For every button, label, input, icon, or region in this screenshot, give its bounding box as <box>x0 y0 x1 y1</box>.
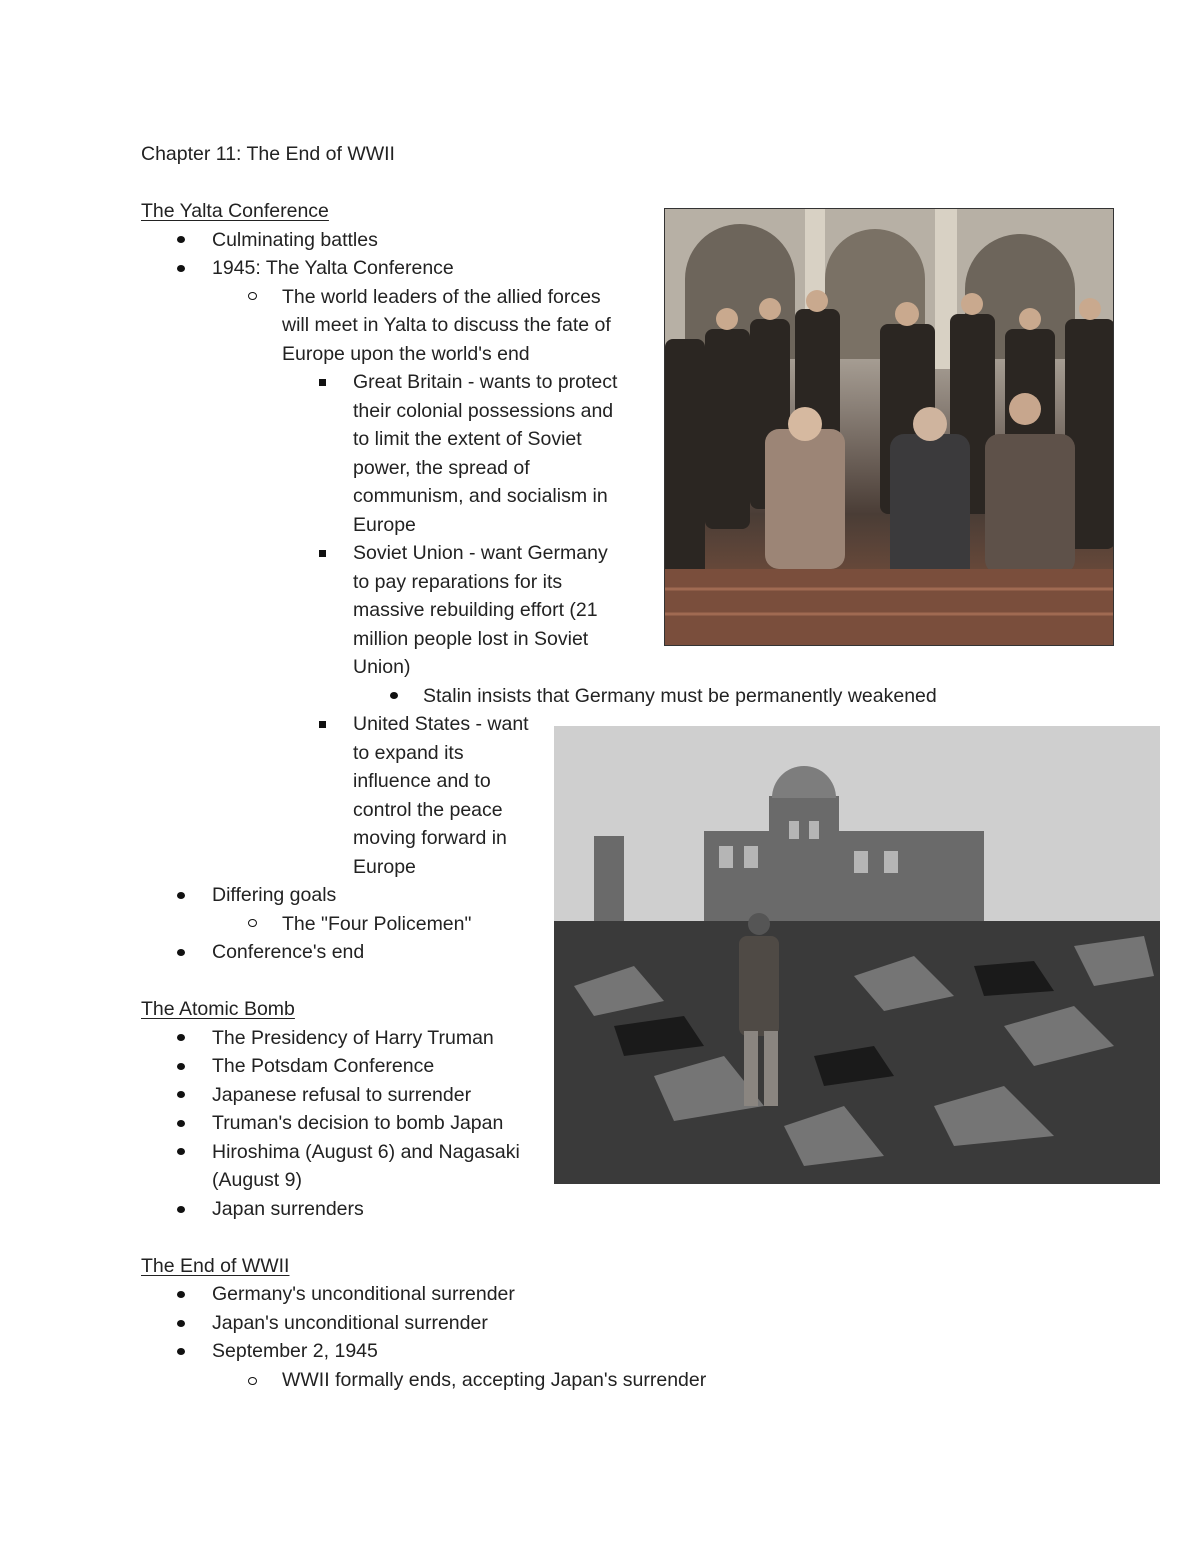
list-item: Truman's decision to bomb Japan <box>212 1112 504 1134</box>
bullet-disc-icon <box>177 1320 185 1327</box>
list-item: The Potsdam Conference <box>212 1055 435 1077</box>
bullet-disc-icon <box>177 1148 185 1155</box>
list-item-continuation: Europe <box>353 514 416 536</box>
list-item-continuation: massive rebuilding effort (21 <box>353 599 598 621</box>
list-item: Soviet Union - want Germany <box>353 542 608 564</box>
list-item-continuation: (August 9) <box>212 1169 302 1191</box>
list-item: 1945: The Yalta Conference <box>212 257 454 279</box>
bullet-square-icon <box>319 721 326 728</box>
bullet-disc-icon <box>177 892 185 899</box>
bullet-disc-icon <box>177 1206 185 1213</box>
list-item: The "Four Policemen" <box>282 913 472 935</box>
list-item: Hiroshima (August 6) and Nagasaki <box>212 1141 520 1163</box>
bullet-disc-icon <box>177 1091 185 1098</box>
bullet-square-icon <box>319 379 326 386</box>
list-item-continuation: to pay reparations for its <box>353 571 563 593</box>
list-item: Japan's unconditional surrender <box>212 1312 488 1334</box>
photo-hiroshima-ruins-icon <box>554 726 1160 1184</box>
bullet-disc-icon <box>177 949 185 956</box>
yalta-conference-photo <box>664 208 1114 646</box>
list-item: September 2, 1945 <box>212 1340 378 1362</box>
list-item-continuation: to expand its <box>353 742 464 764</box>
section-heading-end-of-wwii: The End of WWII <box>141 1255 290 1277</box>
list-item: Japan surrenders <box>212 1198 364 1220</box>
bullet-disc-icon <box>177 1063 185 1070</box>
bullet-disc-icon <box>177 1291 185 1298</box>
list-item-continuation: million people lost in Soviet <box>353 628 589 650</box>
list-item-continuation: their colonial possessions and <box>353 400 614 422</box>
bullet-disc-icon <box>390 692 398 699</box>
list-item-continuation: communism, and socialism in <box>353 485 608 507</box>
bullet-disc-icon <box>177 236 185 243</box>
list-item-continuation: Europe <box>353 856 416 878</box>
list-item-continuation: Europe upon the world's end <box>282 343 530 365</box>
bullet-disc-icon <box>177 265 185 272</box>
list-item-continuation: will meet in Yalta to discuss the fate of <box>282 314 611 336</box>
bullet-circle-icon <box>248 919 257 927</box>
list-item: The world leaders of the allied forces <box>282 286 601 308</box>
list-item: Conference's end <box>212 941 365 963</box>
bullet-disc-icon <box>177 1120 185 1127</box>
page-title: Chapter 11: The End of WWII <box>141 143 395 165</box>
bullet-disc-icon <box>177 1348 185 1355</box>
bullet-circle-icon <box>248 1377 257 1385</box>
bullet-circle-icon <box>248 292 257 300</box>
list-item: United States - want <box>353 713 529 735</box>
list-item: Japanese refusal to surrender <box>212 1084 472 1106</box>
section-heading-yalta: The Yalta Conference <box>141 200 329 222</box>
bullet-square-icon <box>319 550 326 557</box>
section-heading-atomic-bomb: The Atomic Bomb <box>141 998 295 1020</box>
photo-yalta-conference-leaders-icon <box>665 209 1114 646</box>
list-item-continuation: Union) <box>353 656 411 678</box>
bullet-disc-icon <box>177 1034 185 1041</box>
list-item: Stalin insists that Germany must be permanently weakened <box>423 685 937 707</box>
hiroshima-ruins-photo <box>554 726 1160 1184</box>
list-item: Germany's unconditional surrender <box>212 1283 515 1305</box>
list-item: Great Britain - wants to protect <box>353 371 618 393</box>
list-item-continuation: to limit the extent of Soviet <box>353 428 582 450</box>
list-item: WWII formally ends, accepting Japan's surrender <box>282 1369 707 1391</box>
list-item-continuation: control the peace <box>353 799 503 821</box>
list-item: Differing goals <box>212 884 337 906</box>
list-item-continuation: moving forward in <box>353 827 507 849</box>
list-item-continuation: power, the spread of <box>353 457 530 479</box>
list-item: The Presidency of Harry Truman <box>212 1027 494 1049</box>
list-item-continuation: influence and to <box>353 770 491 792</box>
list-item: Culminating battles <box>212 229 378 251</box>
